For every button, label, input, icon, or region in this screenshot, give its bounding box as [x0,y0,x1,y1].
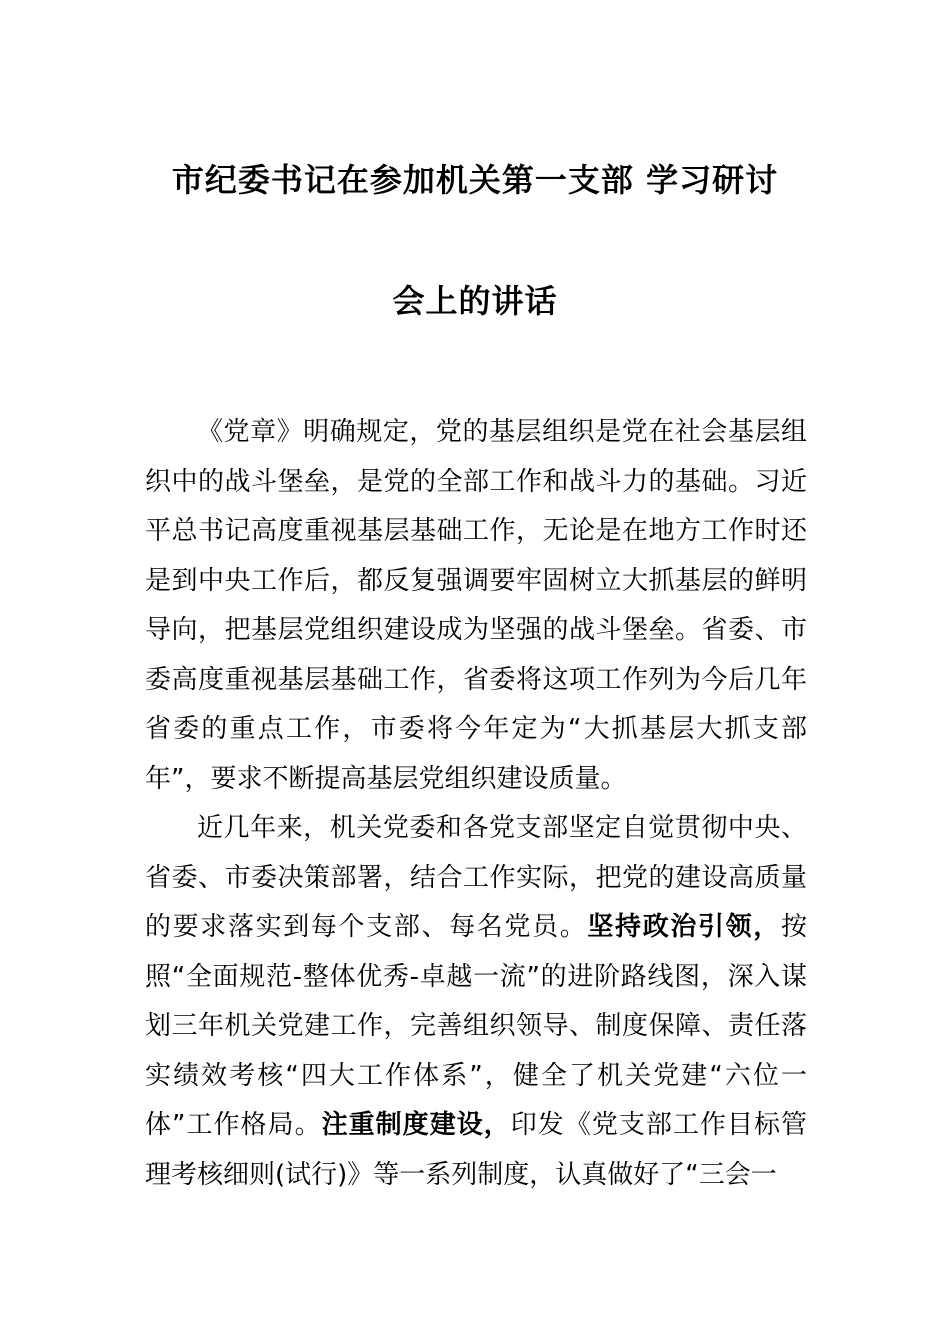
document-title-line-1: 市纪委书记在参加机关第一支部 学习研讨 [171,161,779,199]
paragraph-1: 《党章》明确规定，党的基层组织是党在社会基层组织中的战斗堡垒，是党的全部工作和战斗力的基础。习近平总书记高度重视基层基础工作，无论是在地方工作时还是到中央工作后，都反复强调要牢固树立大抓基层的鲜明导向，把基层党组织建设成为坚强的战斗堡垒。省委、市委高度重视基层基础工作，省委将这项工作列为今后几年省委的重点工作，市委将今年定为“大抓基层大抓支部年”，要求不断提高基层党组织建设质量。 [145,417,807,794]
paragraph-2-bold-1: 坚持政治引领， [587,912,781,942]
paragraph-2-text-3: 印发《党支部工作目标管理考核细则(试行)》等一系列制度，认真做好了“三会一 [145,1110,807,1190]
paragraph-2-text-1: 近几年来，机关党委和各党支部坚定自觉贯彻中央、省委、市委决策部署，结合工作实际，把党的建设高质量的要求落实到每个支部、每名党员。 [145,813,807,942]
document-body [145,408,807,1200]
document-title-line-2: 会上的讲话 [392,282,558,320]
paragraph-2 [145,804,807,1200]
paragraph-2-text-2: 按照“全面规范-整体优秀-卓越一流”的进阶路线图，深入谋划三年机关党建工作，完善组织领导、制度保障、责任落实绩效考核“四大工作体系”，健全了机关党建“六位一体”工作格局。 [145,912,807,1140]
paragraph-2-bold-2: 注重制度建设， [321,1110,511,1140]
